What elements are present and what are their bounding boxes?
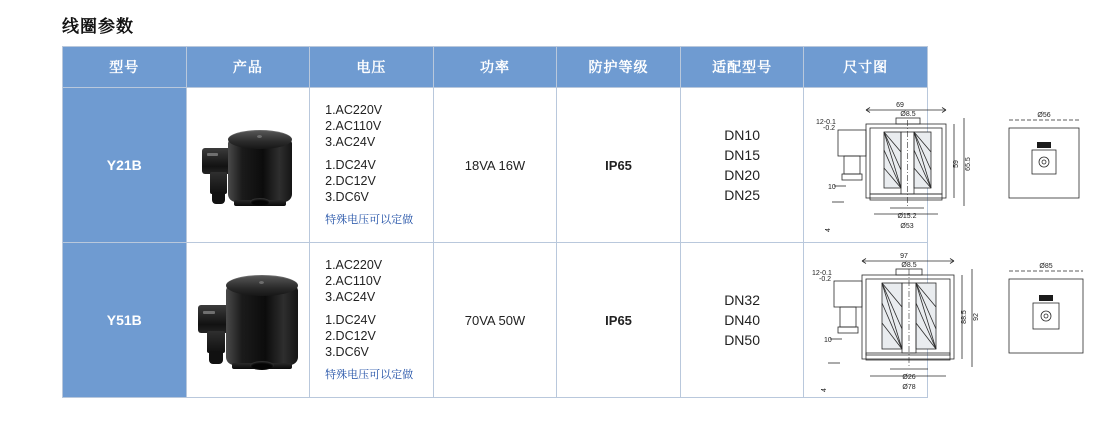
cell-protection: IP65 <box>557 243 681 398</box>
cell-dimension-drawing <box>804 88 1051 243</box>
dim-left-small: 10 <box>828 184 837 191</box>
fit-model-3: DN20 <box>724 167 760 183</box>
voltage-note: 特殊电压可以定做 <box>325 214 414 226</box>
dimension-drawing-y51b <box>804 245 1053 395</box>
dim-face-dia: Ø85 <box>1039 263 1053 270</box>
voltage-dc-1: 1.DC24V <box>325 313 376 327</box>
header-dimension-drawing: 尺寸图 <box>804 47 928 88</box>
dim-height-total: 92 <box>973 313 981 321</box>
table-body <box>63 88 1053 398</box>
dim-bore-top: Ø8.5 <box>901 262 917 269</box>
voltage-dc-group <box>325 312 432 360</box>
cell-protection: IP65 <box>557 88 681 243</box>
voltage-dc-3: 3.DC6V <box>325 345 369 359</box>
table-row <box>63 88 928 243</box>
fit-model-2: DN15 <box>724 147 760 163</box>
fit-model-1: DN10 <box>724 127 760 143</box>
cell-model: Y51B <box>63 243 187 398</box>
voltage-ac-group <box>325 102 432 150</box>
voltage-dc-2: 2.DC12V <box>325 329 376 343</box>
table-row <box>63 243 928 398</box>
cell-fit-models <box>680 88 804 243</box>
coil-spec-table <box>62 46 1053 398</box>
cell-product <box>186 88 310 243</box>
voltage-dc-1: 1.DC24V <box>325 158 376 172</box>
voltage-ac-1: 1.AC220V <box>325 103 383 117</box>
dim-bore-top: Ø8.5 <box>900 111 916 118</box>
header-power: 功率 <box>433 47 557 88</box>
dim-left-small: 10 <box>824 337 833 344</box>
fit-model-1: DN32 <box>724 292 760 308</box>
voltage-dc-3: 3.DC6V <box>325 190 369 204</box>
dim-inner-dia: Ø26 <box>902 374 916 381</box>
solenoid-coil-icon <box>188 245 333 395</box>
dim-height-right: 88.5 <box>961 310 969 324</box>
dim-bottom-small: 4 <box>821 388 829 392</box>
cell-fit-models <box>680 243 804 398</box>
header-fit-model: 适配型号 <box>680 47 804 88</box>
table-header <box>63 47 928 88</box>
solenoid-coil-icon <box>188 90 333 240</box>
dimension-svg <box>804 90 1104 240</box>
fit-model-2: DN40 <box>724 312 760 328</box>
voltage-ac-3: 3.AC24V <box>325 290 376 304</box>
cell-power: 18VA 16W <box>433 88 557 243</box>
voltage-dc-2: 2.DC12V <box>325 174 376 188</box>
cell-dimension-drawing <box>804 243 1053 398</box>
header-model: 型号 <box>63 47 187 88</box>
voltage-ac-2: 2.AC110V <box>325 274 382 288</box>
dimension-svg <box>804 245 1104 395</box>
voltage-note: 特殊电压可以定做 <box>325 369 414 381</box>
dim-corner-tol: 12-0.1 <box>816 119 837 126</box>
fit-model-3: DN50 <box>724 332 760 348</box>
header-product: 产品 <box>186 47 310 88</box>
cell-product <box>186 243 310 398</box>
dim-height-total: 65.5 <box>965 157 973 171</box>
dim-outer-dia: Ø53 <box>900 223 914 230</box>
header-voltage: 电压 <box>310 47 434 88</box>
dim-outer-dia: Ø78 <box>902 384 916 391</box>
table-header-row <box>63 47 928 88</box>
dim-inner-dia: Ø15.2 <box>897 213 917 220</box>
fit-model-4: DN25 <box>724 187 760 203</box>
dim-corner-tol: 12-0.1 <box>812 270 833 277</box>
dim-width-top: 97 <box>900 253 909 260</box>
dim-corner-tol2: -0.2 <box>823 125 836 132</box>
voltage-dc-group <box>325 157 432 205</box>
dim-face-dia: Ø56 <box>1037 112 1051 119</box>
dim-height-right: 59 <box>953 160 961 168</box>
cell-power: 70VA 50W <box>433 243 557 398</box>
voltage-ac-2: 2.AC110V <box>325 119 382 133</box>
voltage-ac-group <box>325 257 432 305</box>
cell-model: Y21B <box>63 88 187 243</box>
dimension-drawing-y21b <box>804 90 1051 240</box>
header-protection: 防护等级 <box>557 47 681 88</box>
dim-width-top: 69 <box>896 102 905 109</box>
dim-corner-tol2: -0.2 <box>819 276 832 283</box>
dim-bottom-small: 4 <box>825 228 833 232</box>
page-title: 线圈参数 <box>62 17 134 36</box>
voltage-ac-1: 1.AC220V <box>325 258 383 272</box>
voltage-ac-3: 3.AC24V <box>325 135 376 149</box>
